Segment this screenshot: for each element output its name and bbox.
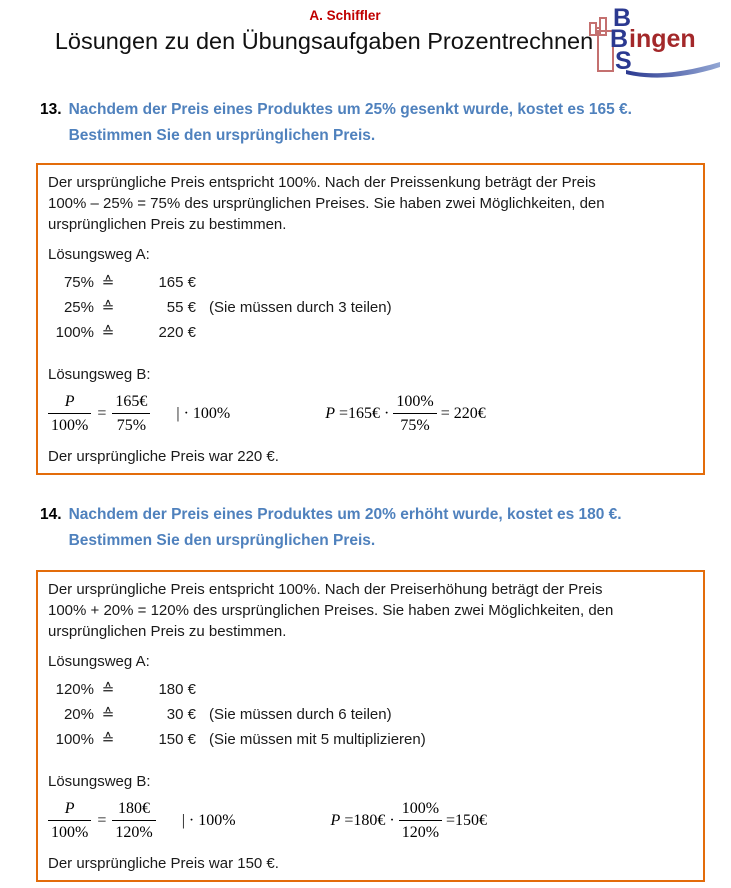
corresponds-symbol: ≙	[101, 731, 115, 748]
equals-sign: =	[97, 404, 107, 422]
fraction-denominator: 75%	[393, 413, 436, 436]
equals-sign: =	[97, 811, 107, 829]
amount-value: 150 €	[158, 731, 196, 748]
percent-value: 100%	[55, 731, 94, 748]
question-number: 13.	[40, 101, 62, 118]
proportion-table	[48, 677, 693, 752]
way-b-label: Lösungsweg B:	[48, 773, 151, 790]
intro-line: 100% – 25% = 75% des ursprünglichen Preises. Sie haben zwei Möglichkeiten, den	[48, 195, 605, 212]
solution-box-14	[36, 570, 705, 882]
fraction	[112, 798, 155, 843]
operation-annotation: | · 100%	[181, 811, 236, 829]
page-title: Lösungen zu den Übungsaufgaben Prozentrechnen	[54, 28, 594, 54]
percent-value: 120%	[55, 681, 94, 698]
variable-p: P	[325, 404, 335, 422]
fraction-numerator: 100%	[396, 392, 434, 410]
fraction	[393, 391, 436, 436]
intro-line: ursprünglichen Preis zu bestimmen.	[48, 623, 287, 640]
logo-city-suffix: ingen	[629, 25, 696, 53]
percent-value: 100%	[55, 324, 94, 341]
proportion-table	[48, 270, 693, 345]
operation-annotation: | · 100%	[176, 404, 231, 422]
equation-middle: =165€ ·	[339, 404, 390, 422]
result-equation	[325, 391, 486, 436]
amount-value: 180 €	[158, 681, 196, 698]
solution-box-13	[36, 163, 705, 475]
question-line-2: Bestimmen Sie den ursprünglichen Preis.	[68, 532, 376, 549]
formula-row	[48, 390, 693, 436]
logo-letter-b2: B	[610, 25, 629, 53]
equation-result: =150€	[446, 811, 488, 829]
corresponds-symbol: ≙	[101, 324, 115, 341]
fraction-denominator: 120%	[399, 820, 442, 843]
table-row	[48, 295, 693, 320]
question-text	[69, 97, 632, 149]
way-b-label: Lösungsweg B:	[48, 366, 151, 383]
amount-value: 220 €	[158, 324, 196, 341]
fraction	[48, 798, 91, 843]
author-name: A. Schiffler	[309, 8, 381, 23]
fraction	[399, 798, 442, 843]
corresponds-symbol: ≙	[101, 706, 115, 723]
percent-value: 20%	[63, 706, 94, 723]
table-row	[48, 677, 693, 702]
question-line-1: Nachdem der Preis eines Produktes um 20% erhöht wurde, kostet es 180 €.	[68, 506, 622, 523]
swoosh-icon	[624, 61, 724, 81]
fraction-numerator: P	[64, 799, 75, 817]
formula-row	[48, 797, 693, 843]
fraction-numerator: P	[64, 392, 75, 410]
question-text	[69, 502, 622, 554]
corresponds-symbol: ≙	[101, 274, 115, 291]
question-line-2: Bestimmen Sie den ursprünglichen Preis.	[68, 127, 376, 144]
fraction-denominator: 100%	[48, 820, 91, 843]
conclusion-text: Der ursprüngliche Preis war 220 €.	[48, 448, 279, 465]
corresponds-symbol: ≙	[101, 681, 115, 698]
question-13-heading	[40, 97, 632, 149]
equation-middle: =180€ ·	[344, 811, 395, 829]
way-a-label: Lösungsweg A:	[48, 653, 150, 670]
amount-value: 30 €	[166, 706, 196, 723]
logo-letter-b1: B	[613, 4, 632, 32]
result-equation	[331, 798, 488, 843]
logo-letter-s: S	[615, 47, 632, 75]
hint-note: (Sie müssen durch 3 teilen)	[209, 299, 392, 316]
fraction-numerator: 100%	[401, 799, 440, 817]
fraction-denominator: 75%	[112, 413, 150, 436]
variable-p: P	[330, 811, 341, 829]
question-14-heading	[40, 502, 622, 554]
question-line-1: Nachdem der Preis eines Produktes um 25% gesenkt wurde, kostet es 165 €.	[68, 101, 632, 118]
percent-value: 75%	[63, 274, 94, 291]
question-number: 14.	[40, 506, 62, 523]
way-a-label: Lösungsweg A:	[48, 246, 150, 263]
intro-line: Der ursprüngliche Preis entspricht 100%. Nach der Preissenkung beträgt der Preis	[48, 174, 596, 191]
table-row	[48, 702, 693, 727]
table-row	[48, 270, 693, 295]
table-row	[48, 320, 693, 345]
hint-note: (Sie müssen durch 6 teilen)	[209, 706, 392, 723]
intro-line: ursprünglichen Preis zu bestimmen.	[48, 216, 287, 233]
fraction-denominator: 120%	[112, 820, 155, 843]
percent-value: 25%	[63, 299, 94, 316]
hint-note: (Sie müssen mit 5 multiplizieren)	[209, 731, 426, 748]
fraction	[112, 391, 150, 436]
fraction-denominator: 100%	[48, 413, 91, 436]
table-row	[48, 727, 693, 752]
conclusion-text: Der ursprüngliche Preis war 150 €.	[48, 855, 279, 872]
fraction-numerator: 180€	[118, 799, 151, 817]
fraction	[48, 391, 91, 436]
corresponds-symbol: ≙	[101, 299, 115, 316]
amount-value: 55 €	[166, 299, 196, 316]
amount-value: 165 €	[158, 274, 196, 291]
school-logo	[588, 6, 730, 86]
solution-intro	[48, 579, 693, 642]
equation-result: = 220€	[440, 404, 486, 422]
intro-line: 100% + 20% = 120% des ursprünglichen Preises. Sie haben zwei Möglichkeiten, den	[48, 602, 614, 619]
intro-line: Der ursprüngliche Preis entspricht 100%. Nach der Preiserhöhung beträgt der Preis	[48, 581, 603, 598]
fraction-numerator: 165€	[115, 392, 148, 410]
solution-intro	[48, 172, 693, 235]
